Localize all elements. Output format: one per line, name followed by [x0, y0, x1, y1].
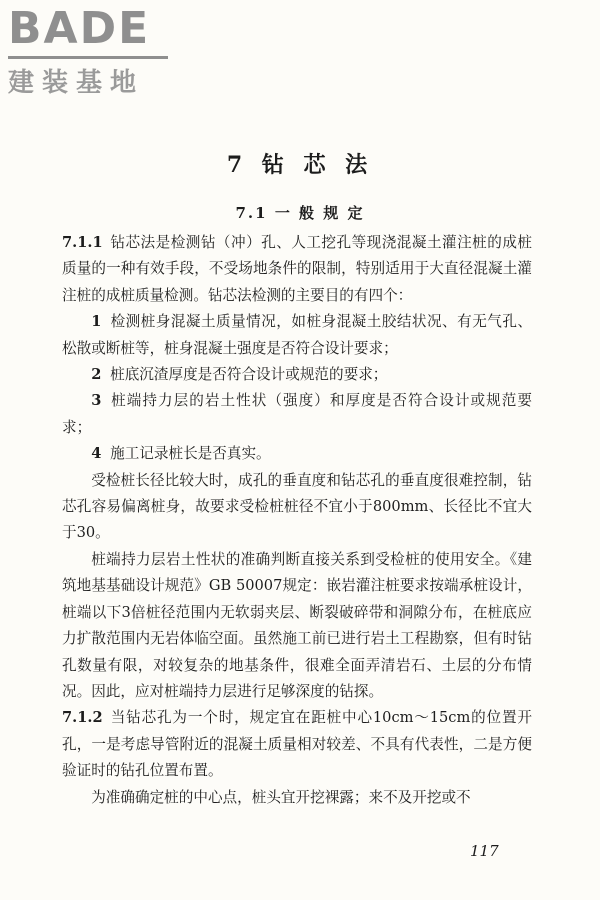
list-item [62, 388, 532, 441]
paragraph: 桩端持力层岩土性状的准确判断直接关系到受检桩的使用安全。《建筑地基基础设计规范》GB 50007规定：嵌岩灌注桩要求按端承桩设计，桩端以下3倍桩径范围内无软弱夹层、断裂破碎带和洞隙分布，在桩底应力扩散范围内无岩体临空面。虽然施工前已进行岩土工程勘察，但有时钻孔数量有限，对较复杂的地基条件，很难全面弄清岩石、土层的分布情况。因此，应对桩端持力层进行足够深度的钻探。 [62, 550, 532, 700]
paragraph-clause-7-1-2 [62, 705, 532, 784]
clause-number: 7.1.1 [62, 234, 103, 251]
paragraph-text: 钻芯法是检测钻（冲）孔、人工挖孔等现浇混凝土灌注桩的成桩质量的一种有效手段，不受场地条件的限制，特别适用于大直径混凝土灌注桩的成桩质量检测。钻芯法检测的主要目的有四个： [62, 234, 532, 304]
list-item [62, 441, 532, 467]
page-number: 117 [470, 842, 499, 860]
list-item-text: 桩端持力层的岩土性状（强度）和厚度是否符合设计或规范要求； [62, 392, 532, 436]
logo-subtitle: 建装基地 [8, 68, 145, 98]
list-item-number: 3 [91, 392, 102, 410]
list-item-text: 检测桩身混凝土质量情况，如桩身混凝土胶结状况、有无气孔、松散或断桩等，桩身混凝土强度是否符合设计要求； [62, 313, 532, 357]
chapter-title: 7 钻 芯 法 [226, 152, 374, 178]
list-item [62, 309, 532, 362]
list-item-text: 施工记录桩长是否真实。 [110, 445, 271, 463]
body-text [62, 230, 532, 811]
list-item-number: 1 [91, 313, 102, 331]
paragraph: 为准确确定桩的中心点，桩头宜开挖裸露；来不及开挖或不 [91, 788, 471, 806]
list-item-text: 桩底沉渣厚度是否符合设计或规范的要求； [110, 366, 388, 384]
list-item-number: 4 [91, 445, 102, 463]
logo-mark: BADE [8, 3, 151, 54]
paragraph: 受检桩长径比较大时，成孔的垂直度和钻芯孔的垂直度很难控制，钻芯孔容易偏离桩身，故要求受检桩桩径不宜小于800mm、长径比不宜大于30。 [62, 471, 532, 542]
list-item [62, 362, 532, 388]
clause-number: 7.1.2 [62, 709, 103, 727]
list-item-number: 2 [91, 366, 102, 384]
section-title: 7.1 一 般 规 定 [235, 204, 365, 222]
logo [8, 3, 178, 98]
paragraph-text: 当钻芯孔为一个时，规定宜在距桩中心10cm～15cm的位置开孔，一是考虑导管附近的混凝土质量相对较差、不具有代表性，二是方便验证时的钻孔位置布置。 [62, 709, 532, 780]
paragraph-clause-7-1-1 [62, 230, 532, 309]
logo-rule [8, 56, 168, 59]
